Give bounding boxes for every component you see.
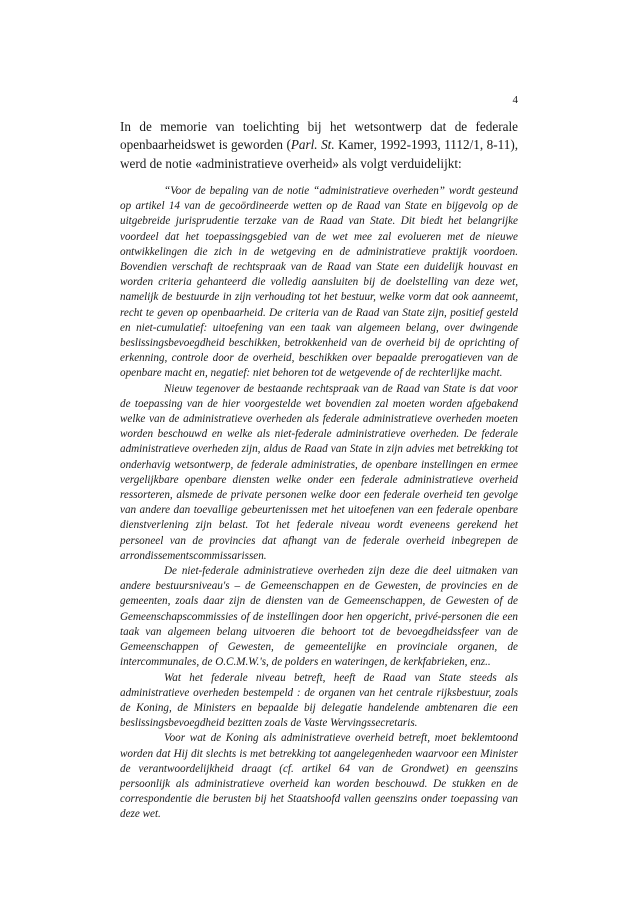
page-number: 4 bbox=[512, 94, 518, 106]
quote-paragraph-3: De niet-federale administratieve overheden zijn deze die deel uitmaken van andere bestuursniveau's – de Gemeenschappen en de Gewesten, de provincies en de gemeenten, zoals daar zijn de diensten van de Gemeenschappen, de Gewesten of de Gemeenschapscommissies of de instellingen door hen opgericht, privé-personen die een taak van algemeen belang uitvoeren die behoort tot de bevoegdheidssfeer van de Gemeenschappen of Gewesten, de gemeentelijke en provinciale organen, de intercommunales, de O.C.M.W.'s, de polders en wateringen, de kerkfabrieken, enz.. bbox=[120, 565, 518, 669]
quote-paragraph-5: Voor wat de Koning als administratieve overheid betreft, moet beklemtoond worden dat Hij dit slechts is met betrekking tot aangelegenheden waarvoor een Minister de verantwoordelijkheid draagt (cf. artikel 64 van de Grondwet) en geenszins persoonlijk als administratieve overheid kan worden beschouwd. De stukken en de correspondentie die berusten bij het Staatshoofd vallen geenszins onder toepassing van deze wet. bbox=[120, 732, 518, 821]
quote-paragraph-1: “Voor de bepaling van de notie “administratieve overheden” wordt gesteund op artikel 14 van de gecoördineerde wetten op de Raad van State en bijgevolg op de uitgebreide jurisprudentie terzake van de Raad van State. Dit biedt het belangrijke voordeel dat het toepassingsgebied van de wet mee zal evolueren met de nieuwe ontwikkelingen die zich in de wetgeving en de administratieve praktijk voordoen. Bovendien verschaft de rechtspraak van de Raad van State een duidelijk houvast en worden criteria gehanteerd die volledig aansluiten bij de doelstelling van deze wet, namelijk de bestuurde in zijn verhouding tot het bestuur, welke vorm dat ook aanneemt, recht te geven op openbaarheid. De criteria van de Raad van State zijn, positief gesteld en niet-cumulatief: uitoefening van een taak van algemeen belang, over dwingende beslissingsbevoegdheid beschikken, betrokkenheid van de overheid bij de oprichting of erkenning, controle door de overheid, beschikken over bepaalde prerogatieven van de openbare macht en, negatief: niet behoren tot de wetgevende of de rechterlijke macht. bbox=[120, 185, 518, 380]
quote-paragraph-2: Nieuw tegenover de bestaande rechtspraak van de Raad van State is dat voor de toepassing van de hier voorgestelde wet bovendien zal moeten worden afgebakend welke van de administratieve overheden als federale administratieve overheden moeten worden beschouwd en welke als niet-federale administratieve overheden. De federale administratieve overheden zijn, aldus de Raad van State in zijn advies met betrekking tot onderhavig wetsontwerp, de federale administraties, de openbare instellingen en ermee vergelijkbare openbare diensten welke onder een federale administratieve overheid ressorteren, alsmede de private personen welke door een federale overheid ten gevolge van andere dan toevallige gebeurtenissen met het uitoefenen van een federale openbare dienstverlening zijn belast. Tot het federale niveau wordt eveneens gerekend het personeel van de provincies dat afhangt van de federale overheid inbegrepen de arrondissementscommissarissen. bbox=[120, 382, 518, 562]
intro-text-start: In de memorie van toelichting bij het wetsontwerp dat de federale openbaarheidswet is geworden ( bbox=[120, 119, 518, 153]
quote-paragraph-4: Wat het federale niveau betreft, heeft de Raad van State steeds als administratieve overheden bestempeld : de organen van het centrale rijksbestuur, zoals de Koning, de Ministers en bepaalde bij delegatie handelende ambtenaren die een beslissingsbevoegdheid bezitten zoals de Vaste Wervingssecretaris. bbox=[120, 671, 518, 730]
intro-text-end: Kamer, 1992-1993, 1112/1, 8-11), werd de notie «administratieve overheid» als volgt verduidelijkt: bbox=[120, 137, 519, 171]
citation-italic: Parl. St. bbox=[290, 137, 335, 153]
intro-paragraph bbox=[120, 118, 518, 173]
quotation-block bbox=[120, 184, 518, 823]
